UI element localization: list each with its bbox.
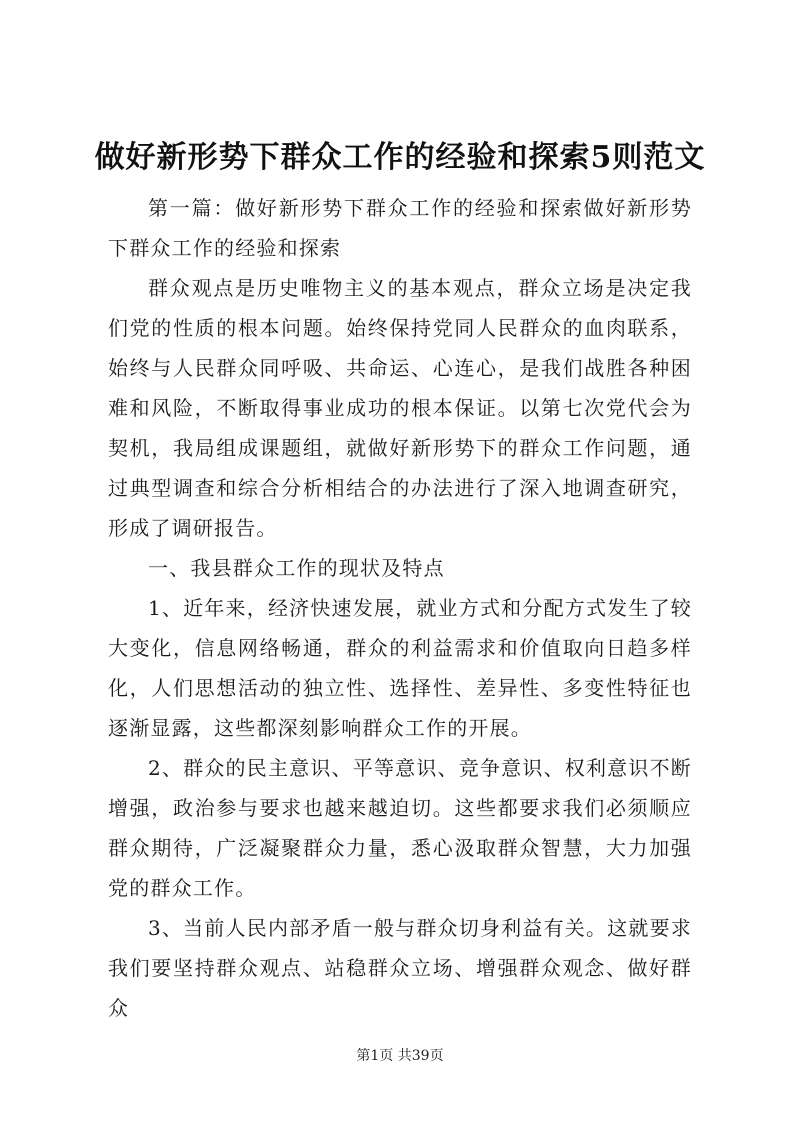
page-number-footer: 第1页 共39页 xyxy=(356,1048,444,1064)
paragraph-chapter-heading: 第一篇：做好新形势下群众工作的经验和探索做好新形势下群众工作的经验和探索 xyxy=(108,196,692,260)
paragraph-point-2: 2、群众的民主意识、平等意识、竞争意识、权利意识不断增强，政治参与要求也越来越迫切。这些都要求我们必须顺应群众期待，广泛凝聚群众力量，悉心汲取群众智慧，大力加强党的群众工作。 xyxy=(108,756,692,900)
document-title: 做好新形势下群众工作的经验和探索5则范文 xyxy=(94,140,706,175)
document-body xyxy=(108,188,692,1028)
paragraph-point-3: 3、当前人民内部矛盾一般与群众切身利益有关。这就要求我们要坚持群众观点、站稳群众立场、增强群众观念、做好群众 xyxy=(108,916,692,1020)
paragraph-point-1: 1、近年来，经济快速发展，就业方式和分配方式发生了较大变化，信息网络畅通，群众的利益需求和价值取向日趋多样化，人们思想活动的独立性、选择性、差异性、多变性特征也逐渐显露，这些都深刻影响群众工作的开展。 xyxy=(108,596,692,740)
paragraph-section-heading: 一、我县群众工作的现状及特点 xyxy=(148,556,445,580)
paragraph-intro: 群众观点是历史唯物主义的基本观点，群众立场是决定我们党的性质的根本问题。始终保持党同人民群众的血肉联系，始终与人民群众同呼吸、共命运、心连心，是我们战胜各种困难和风险，不断取得事业成功的根本保证。以第七次党代会为契机，我局组成课题组，就做好新形势下的群众工作问题，通过典型调查和综合分析相结合的办法进行了深入地调查研究，形成了调研报告。 xyxy=(108,276,692,540)
